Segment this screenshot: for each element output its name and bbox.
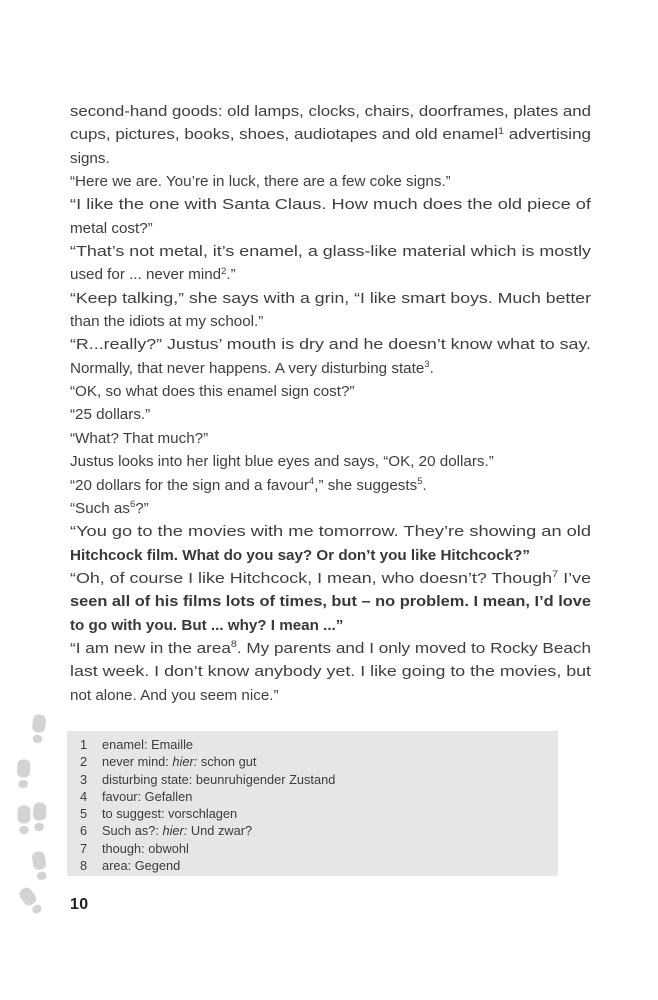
footnote-item: [67, 736, 558, 753]
text-line: [70, 217, 591, 240]
text-run: advertising: [504, 126, 591, 144]
text-run: enamel: Emaille: [102, 737, 194, 752]
text-line: [70, 403, 591, 426]
text-run: .: [429, 359, 434, 377]
text-run: ,” she suggests: [314, 476, 418, 494]
footnote-text: [102, 753, 558, 770]
text-line: [70, 170, 591, 193]
text-line: [70, 333, 591, 356]
footnote-ref: 7: [552, 569, 559, 581]
text-line: [70, 544, 591, 567]
text-line: [70, 614, 591, 637]
text-line: [70, 123, 591, 146]
text-run: ?”: [135, 499, 149, 517]
footnote-number: 5: [80, 806, 88, 822]
footnote-text: [102, 736, 558, 753]
text-run: “Such as: [70, 499, 130, 517]
footnotes-box: [67, 731, 558, 876]
text-run: “Keep talking,” she says with a grin, “I like smart boys. Much better: [70, 289, 591, 307]
footnote-number: 3: [80, 771, 88, 787]
text-run: to go with you. But ... why? I mean ...”: [70, 616, 344, 634]
text-run: I’ve: [558, 569, 591, 587]
text-run: second-hand goods: old lamps, clocks, chairs, doorframes, plates and: [70, 103, 591, 120]
text-run: “25 dollars.”: [70, 406, 151, 424]
text-run: cups, pictures, books, shoes, audiotapes and old enamel: [70, 126, 499, 144]
text-run: hier:: [162, 823, 188, 839]
text-run: to suggest: vorschlagen: [102, 806, 238, 822]
text-run: used for ... never mind: [70, 266, 222, 284]
footprint-icon: [31, 714, 47, 744]
text-line: [70, 497, 591, 520]
text-line: [70, 450, 591, 473]
footnote-text: [102, 788, 558, 805]
text-line: [70, 287, 591, 310]
footnote-text: [102, 822, 558, 839]
story-text: [70, 100, 591, 707]
text-run: .: [422, 476, 427, 494]
footnote-number: 2: [80, 754, 88, 770]
text-line: [70, 100, 591, 123]
text-run: last week. I don’t know anybody yet. I like going to the movies, but: [70, 663, 591, 681]
text-run: schon gut: [197, 754, 257, 770]
footprint-icon: [31, 851, 49, 881]
footnote-number: 6: [80, 823, 88, 839]
text-line: [70, 193, 591, 216]
footprint-icon: [17, 885, 44, 916]
text-run: “You go to the movies with me tomorrow. They’re showing an old: [70, 523, 591, 541]
footnote-ref: 5: [417, 476, 423, 487]
text-line: [70, 427, 591, 450]
text-run: area: Gegend: [102, 858, 181, 874]
footnote-text: [102, 805, 558, 822]
footnote-item: [67, 840, 558, 857]
text-run: hier:: [172, 754, 198, 770]
text-line: [70, 590, 591, 613]
text-line: [70, 310, 591, 333]
text-run: “20 dollars for the sign and a favour: [70, 476, 309, 494]
footnote-ref: 3: [424, 359, 430, 371]
text-run: not alone. And you seem nice.”: [70, 686, 279, 704]
text-run: than the idiots at my school.”: [70, 313, 264, 331]
footprint-icon: [33, 802, 47, 831]
page-number: 10: [70, 896, 89, 913]
text-run: Justus looks into her light blue eyes and says, “OK, 20 dollars.”: [70, 453, 494, 471]
text-line: [70, 520, 591, 543]
footnote-item: [67, 753, 558, 770]
text-run: . My parents and I only moved to Rocky Beach: [236, 639, 592, 657]
text-line: [70, 263, 591, 286]
footprint-icon: [17, 759, 31, 788]
text-line: [70, 567, 591, 590]
footnote-number: 7: [80, 840, 88, 856]
footnote-number: 1: [80, 737, 88, 752]
footprint-icon: [18, 806, 31, 835]
text-run: though: obwohl: [102, 840, 189, 856]
text-run: “OK, so what does this enamel sign cost?”: [70, 383, 355, 401]
footnote-ref: 6: [129, 499, 136, 511]
text-run: “What? That much?”: [70, 429, 209, 447]
footnote-item: [67, 771, 558, 788]
text-run: Hitchcock film. What do you say? Or don’t you like Hitchcock?”: [70, 546, 530, 564]
text-run: favour: Gefallen: [102, 788, 193, 804]
footnote-number: 8: [80, 858, 88, 874]
footnote-number: 4: [80, 788, 88, 804]
text-line: [70, 637, 591, 660]
text-line: [70, 147, 591, 170]
footnote-ref: 1: [498, 125, 505, 137]
footnote-ref: 4: [308, 476, 315, 487]
text-run: metal cost?”: [70, 219, 153, 237]
text-run: Normally, that never happens. A very disturbing state: [70, 359, 425, 377]
text-run: “Here we are. You’re in luck, there are a few coke signs.”: [70, 173, 451, 191]
footnote-item: [67, 788, 558, 805]
text-run: “I like the one with Santa Claus. How much does the old piece of: [70, 196, 591, 214]
text-run: seen all of his films lots of times, but – no problem. I mean, I’d love: [70, 593, 591, 611]
text-run: .”: [226, 266, 236, 284]
footnote-item: [67, 822, 558, 839]
text-run: “R...really?” Justus’ mouth is dry and he doesn’t know what to say.: [70, 336, 591, 354]
text-run: never mind:: [102, 754, 173, 770]
text-line: [70, 660, 591, 683]
text-run: “That’s not metal, it’s enamel, a glass-like material which is mostly: [70, 243, 591, 261]
text-line: [70, 474, 591, 497]
text-line: [70, 240, 591, 263]
footnote-item: [67, 857, 558, 874]
footnote-ref: 8: [230, 639, 237, 651]
footnote-text: [102, 840, 558, 857]
text-line: [70, 684, 591, 707]
text-run: Such as?:: [102, 823, 163, 839]
footnote-ref: 2: [221, 265, 227, 277]
text-line: [70, 357, 591, 380]
text-run: Und zwar?: [187, 823, 253, 839]
text-line: [70, 380, 591, 403]
footnote-text: [102, 857, 558, 874]
text-run: signs.: [70, 149, 110, 167]
text-run: “Oh, of course I like Hitchcock, I mean, who doesn’t? Though: [70, 569, 553, 587]
text-run: disturbing state: beunruhigender Zustand: [102, 771, 336, 787]
text-run: “I am new in the area: [70, 639, 231, 657]
footnote-item: [67, 805, 558, 822]
footnote-text: [102, 771, 558, 788]
